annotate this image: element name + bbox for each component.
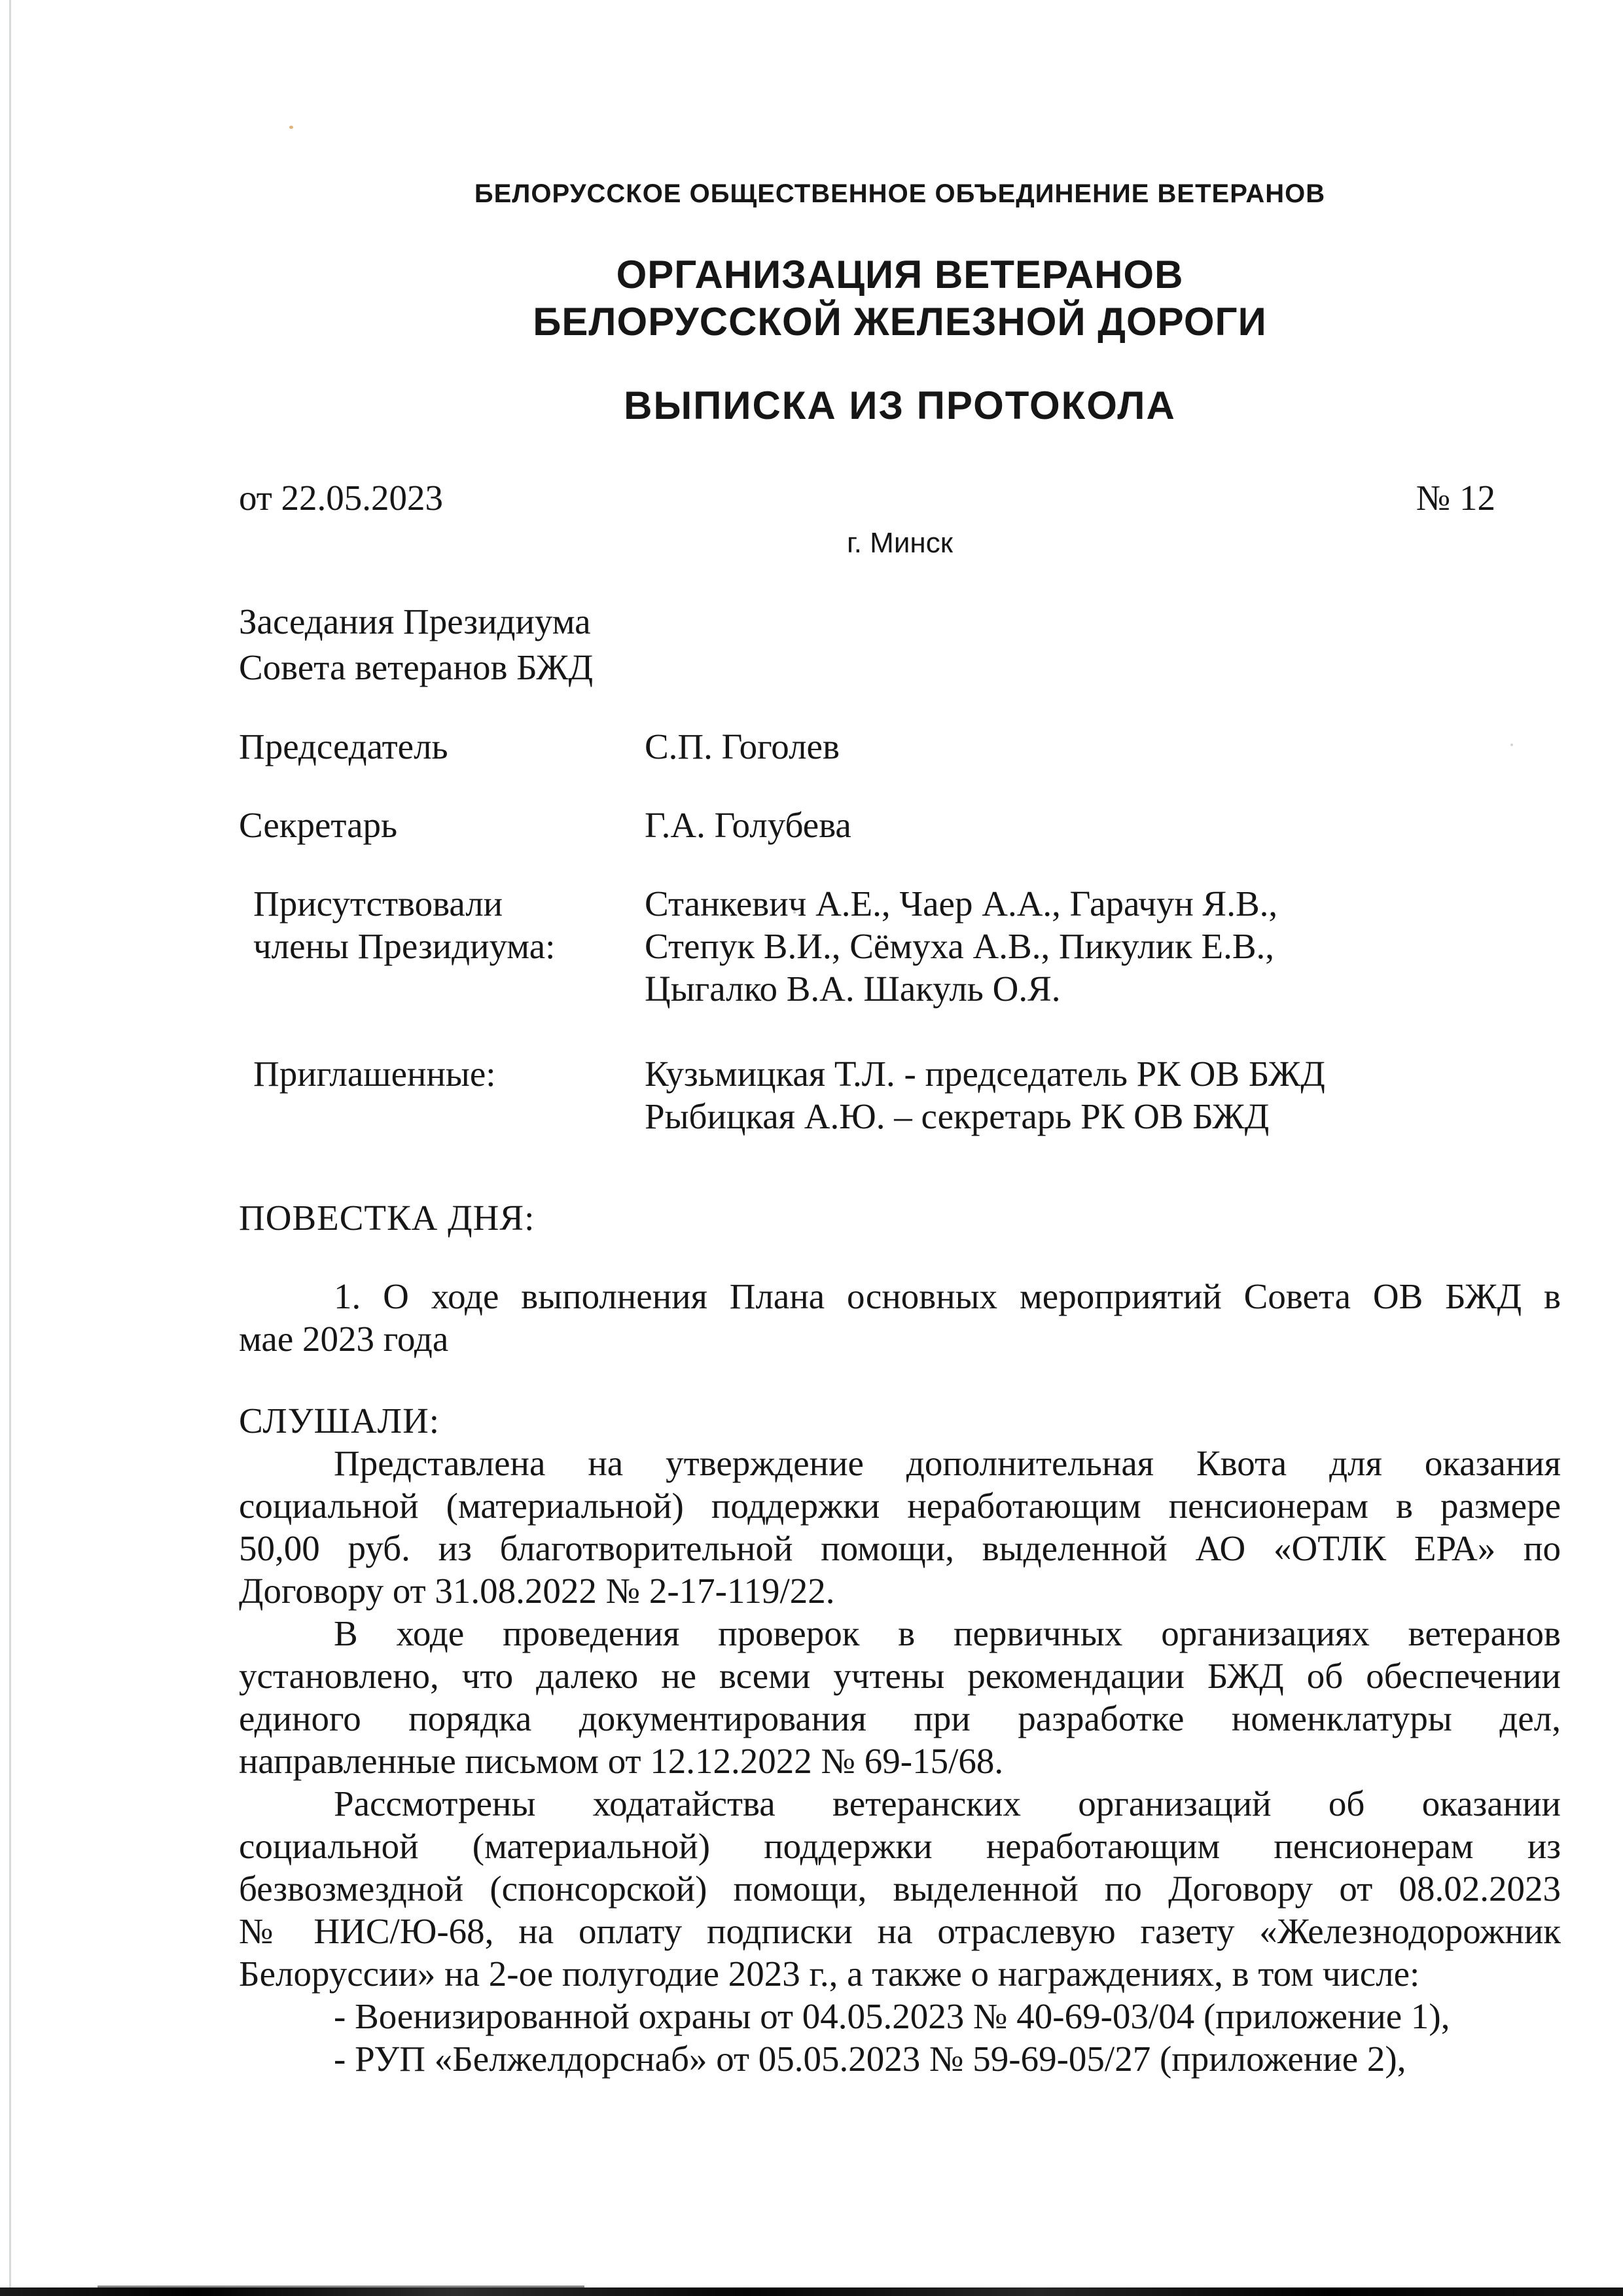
secretary-name: Г.А. Голубева [645,805,851,845]
agenda-item [239,1275,1561,1360]
heard-paragraph-line: социальной (материальной) поддержки неработающим пенсионерам из [239,1826,1561,1866]
heard-body [239,1442,1561,2080]
agenda-item-line: мае 2023 года [239,1319,449,1359]
doc-title: ВЫПИСКА ИЗ ПРОТОКОЛА [624,384,1176,427]
list-item-line: - РУП «Белжелдорснаб» от 05.05.2023 № 59-69-05/27 (приложение 2), [334,2039,1406,2079]
org-name-line1: ОРГАНИЗАЦИЯ ВЕТЕРАНОВ [616,253,1184,296]
secretary-label: Секретарь [239,805,398,845]
list-item-line: - Военизированной охраны от 04.05.2023 № 40-69-03/04 (приложение 1), [334,1996,1450,2036]
agenda-item-line: 1. О ходе выполнения Плана основных мероприятий Совета ОВ БЖД в [334,1276,1561,1316]
attendees-section [239,882,1561,1010]
invited-names-line: Рыбицкая А.Ю. – секретарь РК ОВ БЖД [645,1096,1270,1136]
doc-city: г. Минск [847,527,953,559]
heard-paragraph-line: социальной (материальной) поддержки неработающим пенсионерам в размере [239,1486,1561,1526]
heard-paragraph-line: Рассмотрены ходатайства ветеранских организаций об оказании [334,1784,1561,1823]
attendees-names-line: Станкевич А.Е., Чаер А.А., Гарачун Я.В., [645,884,1278,924]
heard-paragraph-line: Договору от 31.08.2022 № 2-17-119/22. [239,1571,835,1611]
org-association-line: БЕЛОРУССКОЕ ОБЩЕСТВЕННОЕ ОБЪЕДИНЕНИЕ ВЕТЕРАНОВ [474,179,1326,208]
chairman-label: Председатель [239,726,448,766]
attendees-label-line1: Присутствовали [253,884,503,924]
org-name [239,251,1561,346]
heard-paragraph-line: № НИС/Ю-68, на оплату подписки на отраслевую газету «Железнодорожник [239,1911,1561,1951]
date-row [239,476,1561,519]
secretary-row [239,804,1561,846]
heard-paragraph-line: установлено, что далеко не всеми учтены рекомендации БЖД об обеспечении [239,1656,1561,1696]
heard-paragraph-line: Белоруссии» на 2-ое полугодие 2023 г., а также о награждениях, в том числе: [239,1954,1420,1994]
heard-paragraph-line: единого порядка документирования при разработке номенклатуры дел, [239,1698,1561,1738]
meeting-name [239,599,1561,691]
chairman-name: С.П. Гоголев [645,726,840,766]
doc-number: № 12 [1416,478,1495,518]
attendees-names-line: Цыгалко В.А. Шакуль О.Я. [645,969,1061,1009]
heard-paragraph-line: 50,00 руб. из благотворительной помощи, выделенной АО «ОТЛК ЕРА» по [239,1528,1561,1568]
invited-label: Приглашенные: [253,1054,496,1094]
heard-paragraph-line: безвозмездной (спонсорской) помощи, выделенной по Договору от 08.02.2023 [239,1869,1561,1909]
meeting-name-line2: Совета ветеранов БЖД [239,647,594,687]
heard-heading: СЛУШАЛИ: [239,1401,440,1441]
attendees-names-line: Степук В.И., Сёмуха А.В., Пикулик Е.В., [645,926,1275,966]
attendees-names [645,882,1277,1010]
scan-bottom-edge [0,2287,1623,2296]
scan-speck [289,126,293,129]
heard-paragraph-line: направленные письмом от 12.12.2022 № 69-15/68. [239,1741,1004,1781]
agenda-heading: ПОВЕСТКА ДНЯ: [239,1198,535,1238]
heard-paragraph-line: Представлена на утверждение дополнительная Квота для оказания [334,1443,1561,1483]
attendees-label-line2: члены Президиума: [253,926,556,966]
invited-names-line: Кузьмицкая Т.Л. - председатель РК ОВ БЖД [645,1054,1325,1094]
chairman-row [239,725,1561,768]
doc-date: от 22.05.2023 [239,478,444,518]
invited-names [645,1052,1325,1138]
org-name-line2: БЕЛОРУССКОЙ ЖЕЛЕЗНОЙ ДОРОГИ [533,300,1267,344]
heard-paragraph-line: В ходе проведения проверок в первичных организациях ветеранов [334,1613,1561,1653]
attendees-label [239,882,645,1010]
invited-section [239,1052,1561,1138]
meeting-name-line1: Заседания Президиума [239,601,591,641]
scan-left-edge [9,0,11,2296]
